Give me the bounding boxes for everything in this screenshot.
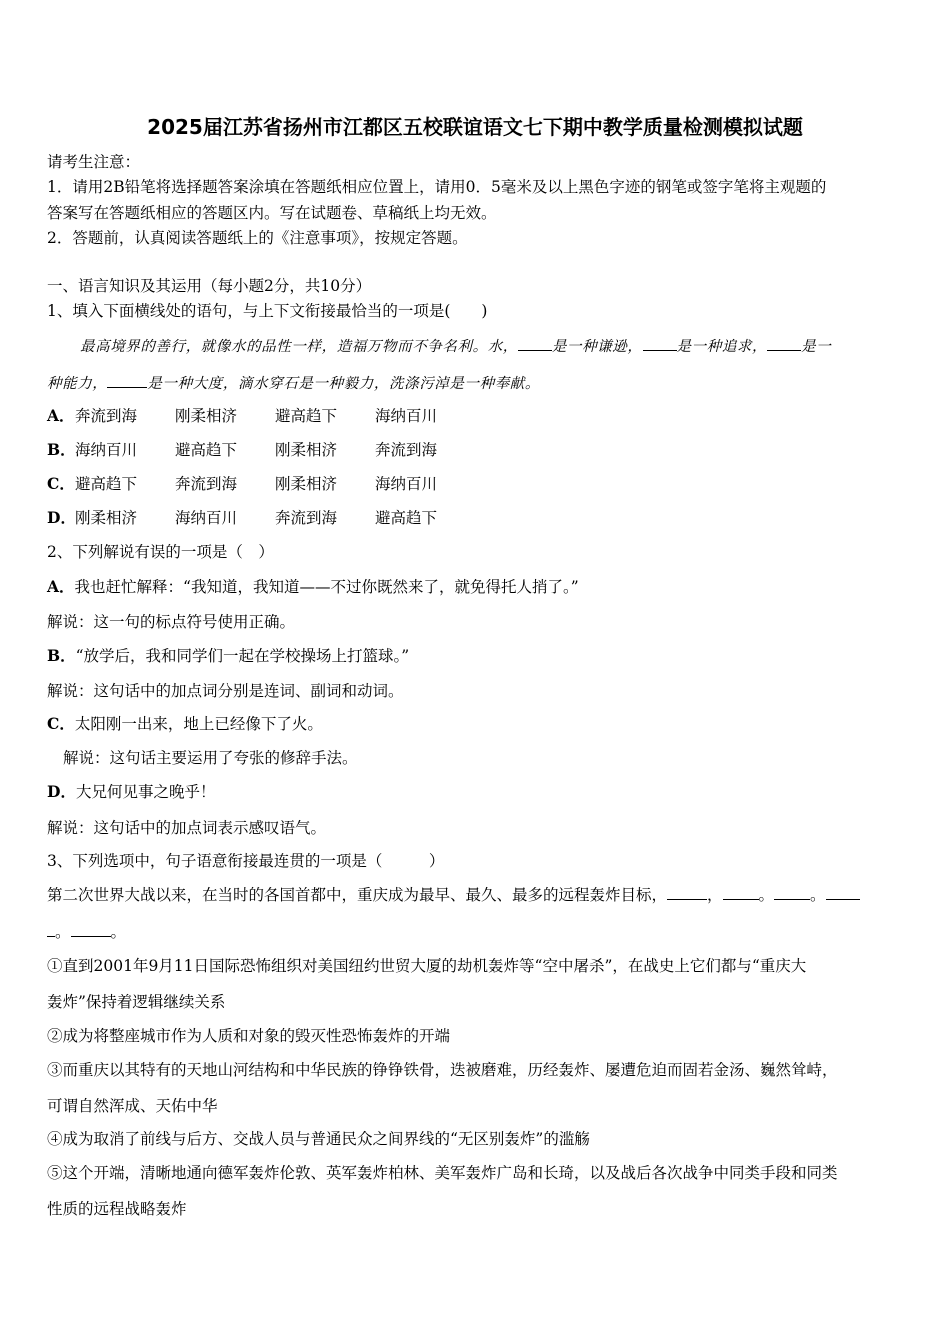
answer-blank	[107, 373, 147, 388]
q3-sentence-4: ④成为取消了前线与后方、交战人员与普通民众之间界线的“无区别轰炸”的滥觞	[47, 1130, 590, 1148]
q3-stem: 3、下列选项中，句子语意衔接最连贯的一项是（ ）	[47, 852, 445, 870]
option-item: 刚柔相济	[75, 509, 138, 527]
q1-option-a	[47, 406, 475, 426]
option-text: “放学后，我和同学们一起在学校操场上打篮球。”	[75, 647, 410, 665]
option-label: B．	[47, 440, 76, 459]
q3-intro-continued	[47, 922, 126, 942]
option-label: A．	[47, 406, 75, 425]
section-heading: 一、语言知识及其运用（每小题2分，共10分）	[47, 277, 372, 295]
option-label: D．	[47, 508, 76, 527]
option-item: 海纳百川	[75, 441, 138, 459]
notice-line-2: 2．答题前，认真阅读答题纸上的《注意事项》，按规定答题。	[47, 229, 468, 247]
q2-stem: 2、下列解说有误的一项是（ ）	[47, 543, 274, 561]
punctuation: 。	[758, 886, 775, 904]
q2-option-b	[47, 646, 409, 666]
notice-line-1a: 1．请用2B铅笔将选择题答案涂填在答题纸相应位置上，请用0．5毫米及以上黑色字迹的钢笔或签字笔将主观题的	[47, 178, 827, 196]
q2-note-c: 解说：这句话主要运用了夸张的修辞手法。	[63, 749, 358, 767]
option-item: 避高趋下	[375, 509, 438, 527]
notice-line-1b: 答案写在答题纸相应的答题区内。写在试题卷、草稿纸上均无效。	[47, 204, 497, 222]
answer-blank	[774, 885, 810, 900]
answer-blank	[71, 922, 111, 937]
q1-passage-text: 是一种大度，滴水穿石是一种毅力，洗涤污淖是一种奉献。	[147, 376, 541, 392]
option-label: A．	[47, 577, 75, 596]
q1-passage-line-2	[47, 373, 540, 394]
q3-sentence-1a: ①直到2001年9月11日国际恐怖组织对美国纽约世贸大厦的劫机轰炸等“空中屠杀”，在战史上它们都与“重庆大	[47, 957, 807, 975]
answer-blank	[47, 922, 55, 937]
q3-sentence-5a: ⑤这个开端，清晰地通向德军轰炸伦敦、英军轰炸柏林、美军轰炸广岛和长琦，以及战后各次战争中同类手段和同类	[47, 1164, 838, 1182]
option-item: 刚柔相济	[175, 407, 238, 425]
option-label: C．	[47, 714, 75, 733]
q1-passage-text: 是一种谦逊，	[551, 339, 643, 355]
q1-option-b	[47, 440, 475, 460]
q3-sentence-1b: 轰炸”保持着逻辑继续关系	[47, 993, 226, 1011]
q1-stem: 1、填入下面横线处的语句，与上下文衔接最恰当的一项是( )	[47, 302, 488, 320]
punctuation: 。	[55, 923, 71, 941]
q2-option-d	[47, 782, 215, 802]
q2-note-b: 解说：这句话中的加点词分别是连词、副词和动词。	[47, 682, 404, 700]
q1-passage-line-1	[80, 336, 831, 357]
q3-intro-text: 第二次世界大战以来，在当时的各国首都中，重庆成为最早、最久、最多的远程轰炸目标，	[47, 886, 668, 904]
option-item: 海纳百川	[375, 475, 438, 493]
option-label: D．	[47, 782, 76, 801]
q3-intro	[47, 885, 860, 905]
option-item: 避高趋下	[175, 441, 238, 459]
option-text: 我也赶忙解释：“我知道，我知道——不过你既然来了，就免得托人捎了。”	[74, 578, 579, 596]
option-item: 刚柔相济	[275, 441, 338, 459]
option-text: 大兄何见事之晚乎！	[75, 783, 216, 801]
q1-passage-text: 种能力，	[47, 376, 108, 392]
q2-note-d: 解说：这句话中的加点词表示感叹语气。	[47, 819, 327, 837]
q1-passage-text: 最高境界的善行，就像水的品性一样，造福万物而不争名利。水，	[80, 339, 518, 355]
option-item: 奔流到海	[75, 407, 138, 425]
option-item: 奔流到海	[275, 509, 338, 527]
q3-sentence-2: ②成为将整座城市作为人质和对象的毁灭性恐怖轰炸的开端	[47, 1027, 451, 1045]
answer-blank	[518, 336, 552, 351]
option-text: 太阳刚一出来，地上已经像下了火。	[74, 715, 323, 733]
answer-blank	[767, 336, 801, 351]
notice-heading: 请考生注意：	[47, 153, 141, 171]
q2-note-a: 解说：这一句的标点符号使用正确。	[47, 613, 296, 631]
q1-passage-text: 是一	[801, 339, 832, 355]
q1-option-c	[47, 474, 475, 494]
q3-sentence-3b: 可谓自然浑成、天佑中华	[47, 1097, 218, 1115]
q1-passage-text: 是一种追求，	[676, 339, 768, 355]
option-item: 刚柔相济	[275, 475, 338, 493]
q3-sentence-3a: ③而重庆以其特有的天地山河结构和中华民族的铮铮铁骨，迭被磨难，历经轰炸、屡遭危迫而固若金汤、巍然耸峙，	[47, 1061, 838, 1079]
option-item: 奔流到海	[375, 441, 438, 459]
option-item: 避高趋下	[275, 407, 338, 425]
answer-blank	[826, 885, 860, 900]
q1-option-d	[47, 508, 475, 528]
option-label: C．	[47, 474, 75, 493]
page-title: 2025届江苏省扬州市江都区五校联谊语文七下期中教学质量检测模拟试题	[147, 115, 803, 139]
option-item: 海纳百川	[375, 407, 438, 425]
punctuation: 。	[810, 886, 826, 904]
punctuation: 。	[110, 923, 127, 941]
answer-blank	[667, 885, 707, 900]
q3-sentence-5b: 性质的远程战略轰炸	[47, 1200, 187, 1218]
option-label: B．	[47, 646, 76, 665]
option-item: 避高趋下	[75, 475, 138, 493]
answer-blank	[643, 336, 677, 351]
answer-blank	[723, 885, 759, 900]
option-item: 奔流到海	[175, 475, 238, 493]
q2-option-a	[47, 577, 579, 597]
option-item: 海纳百川	[175, 509, 238, 527]
q2-option-c	[47, 714, 323, 734]
punctuation: ，	[707, 886, 723, 904]
